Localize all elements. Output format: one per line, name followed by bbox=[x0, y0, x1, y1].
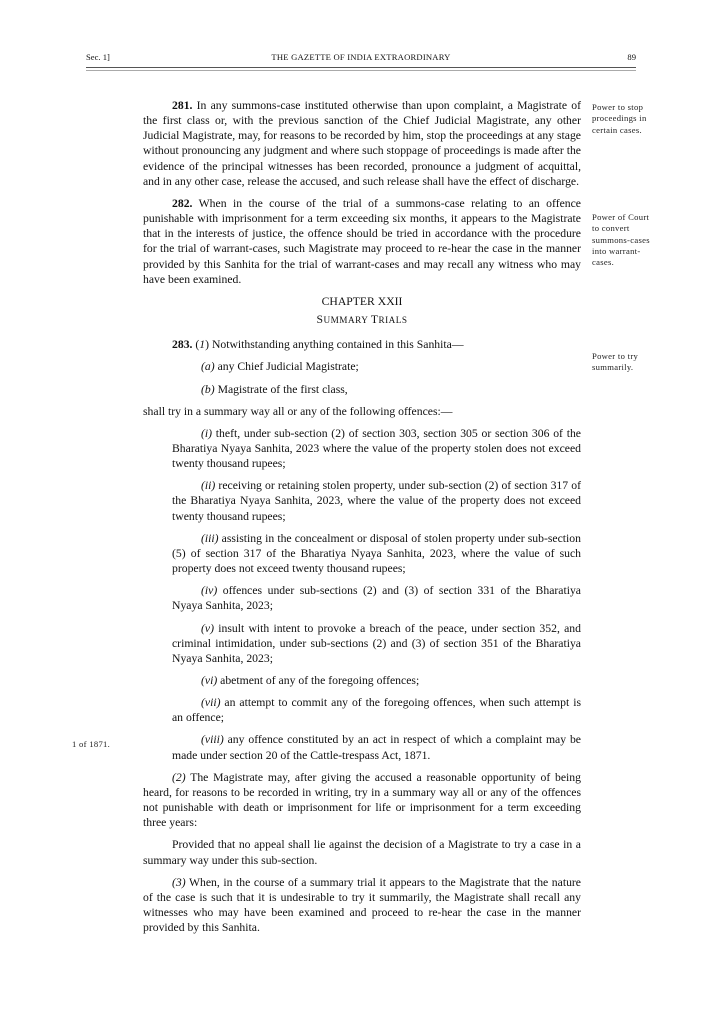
section-283 bbox=[143, 337, 581, 352]
header-gazette-title: THE GAZETTE OF INDIA EXTRAORDINARY bbox=[271, 52, 451, 62]
page-number: 89 bbox=[627, 52, 636, 62]
offence-item-label: (iii) bbox=[201, 531, 219, 545]
offence-item-label: (iv) bbox=[201, 584, 218, 598]
offence-item-label: (vi) bbox=[201, 674, 218, 687]
header-rule bbox=[86, 67, 636, 71]
subsection-3-label: (3) bbox=[172, 875, 186, 889]
subsection-2-text: The Magistrate may, after giving the accused a reasonable opportunity of being heard, for reasons to be recorded in writing, try in a summary way all or any of the offences not punishable with death or imprisonment for life or imprisonment for a term exceeding three years: bbox=[143, 770, 581, 830]
left-note-cattle-trespass-act: 1 of 1871. bbox=[72, 739, 111, 749]
header-section-label: Sec. 1] bbox=[86, 52, 110, 62]
subsection-3-text: When, in the course of a summary trial it appears to the Magistrate that the nature of the case is such that it is undesirable to try it summarily, the Magistrate shall recall any witnesses who may have been examined and proceed to re-hear the case in the manner provided by this Sanhita. bbox=[143, 875, 581, 935]
page-body bbox=[143, 98, 581, 942]
offence-item-text: assisting in the concealment or disposal of stolen property under sub-section (5) of section 317 of the Bharatiya Nyaya Sanhita, 2023, where the value of such property does not exceed twenty thousand rupees; bbox=[172, 531, 581, 576]
clause-b-text: Magistrate of the first class, bbox=[214, 382, 348, 396]
offence-item bbox=[143, 426, 581, 471]
chapter-subtitle bbox=[143, 312, 581, 328]
offence-item-label: (viii) bbox=[201, 733, 224, 747]
offence-item-label: (ii) bbox=[201, 479, 216, 493]
clause-a-text: any Chief Judicial Magistrate; bbox=[214, 360, 359, 374]
subsection-2-label: (2) bbox=[172, 770, 186, 784]
offence-list bbox=[143, 426, 581, 763]
offence-item-text: receiving or retaining stolen property, under sub-section (2) of section 317 of the Bharatiya Nyaya Sanhita, 2023, where the value of the property does not exceed twenty thousand rupees; bbox=[172, 479, 581, 523]
running-header bbox=[86, 52, 636, 66]
offence-item-label: (vii) bbox=[201, 696, 221, 710]
section-281 bbox=[143, 98, 581, 189]
offence-item bbox=[143, 621, 581, 666]
margin-note-281: Power to stop proceedings in certain cases. bbox=[592, 102, 647, 135]
margin-note-283: Power to try summarily. bbox=[592, 351, 639, 373]
offence-item bbox=[143, 478, 581, 523]
clause-b bbox=[143, 382, 581, 397]
offence-item-label: (v) bbox=[201, 621, 214, 635]
clause-a bbox=[143, 359, 581, 374]
offence-item bbox=[143, 732, 581, 762]
offence-item-text: theft, under sub-section (2) of section 303, section 305 or section 306 of the Bharatiya Nyaya Sanhita, 2023 where the value of the property stolen does not exceed twenty thousand rupees; bbox=[172, 426, 581, 471]
proviso: Provided that no appeal shall lie against the decision of a Magistrate to try a case in a summary way under this sub-section. bbox=[143, 838, 581, 867]
chapter-title: CHAPTER XXII bbox=[321, 294, 403, 308]
section-282 bbox=[143, 196, 581, 287]
clause-a-label: (a) bbox=[201, 360, 215, 374]
chapter-subtitle-text: SUMMARY TRIALS bbox=[316, 313, 408, 327]
offence-item bbox=[143, 583, 581, 613]
offence-item-label: (i) bbox=[201, 426, 213, 440]
offence-item-text: abetment of any of the foregoing offences; bbox=[217, 674, 420, 687]
subsection-2 bbox=[143, 770, 581, 831]
section-283-number: 283. bbox=[172, 338, 193, 352]
clause-b-label: (b) bbox=[201, 382, 215, 396]
section-282-text: When in the course of the trial of a summons-case relating to an offence punishable with imprisonment for a term exceeding six months, it appears to the Magistrate that in the interests of justice, the offence should be tried in accordance with the procedure for the trial of warrant-cases, such Magistrate may proceed to re-hear the case in the manner provided by this Sanhita for the trial of warrant-cases and may recall any witness who may have been examined. bbox=[143, 196, 581, 286]
offence-item bbox=[143, 673, 581, 688]
offence-item bbox=[143, 695, 581, 725]
offence-item bbox=[143, 531, 581, 576]
offence-item-text: insult with intent to provoke a breach of the peace, under section 352, and criminal intimidation, under sub-sections (2) and (3) of section 351 of the Bharatiya Nyaya Sanhita, 2023; bbox=[172, 621, 581, 665]
section-281-text: In any summons-case instituted otherwise than upon complaint, a Magistrate of the first class or, with the previous sanction of the Chief Judicial Magistrate, any other Judicial Magistrate, may, for reasons to be recorded by him, stop the proceedings at any stage without pronouncing any judgment and where such stoppage of proceedings is made after the evidence of the principal witnesses has been recorded, pronounce a judgment of acquittal, and in any other case, release the accused, and such release shall have the effect of discharge. bbox=[143, 99, 581, 188]
section-281-number: 281. bbox=[172, 99, 193, 112]
offence-item-text: an attempt to commit any of the foregoing offences, when such attempt is an offence; bbox=[172, 696, 581, 725]
offence-item-text: offences under sub-sections (2) and (3) of section 331 of the Bharatiya Nyaya Sanhita, 2023; bbox=[172, 584, 581, 613]
paren-open: ( bbox=[195, 338, 200, 352]
subsection-3 bbox=[143, 875, 581, 936]
section-282-number: 282. bbox=[172, 196, 193, 210]
offence-item-text: any offence constituted by an act in respect of which a complaint may be made under section 20 of the Cattle-trespass Act, 1871. bbox=[172, 733, 581, 762]
section-283-intro: ) Notwithstanding anything contained in this Sanhita— bbox=[205, 338, 464, 352]
offences-lead: shall try in a summary way all or any of the following offences:— bbox=[143, 404, 453, 418]
subsection-1-number: 1 bbox=[199, 338, 206, 352]
margin-note-282: Power of Court to convert summons-cases into warrant-cases. bbox=[592, 212, 650, 268]
